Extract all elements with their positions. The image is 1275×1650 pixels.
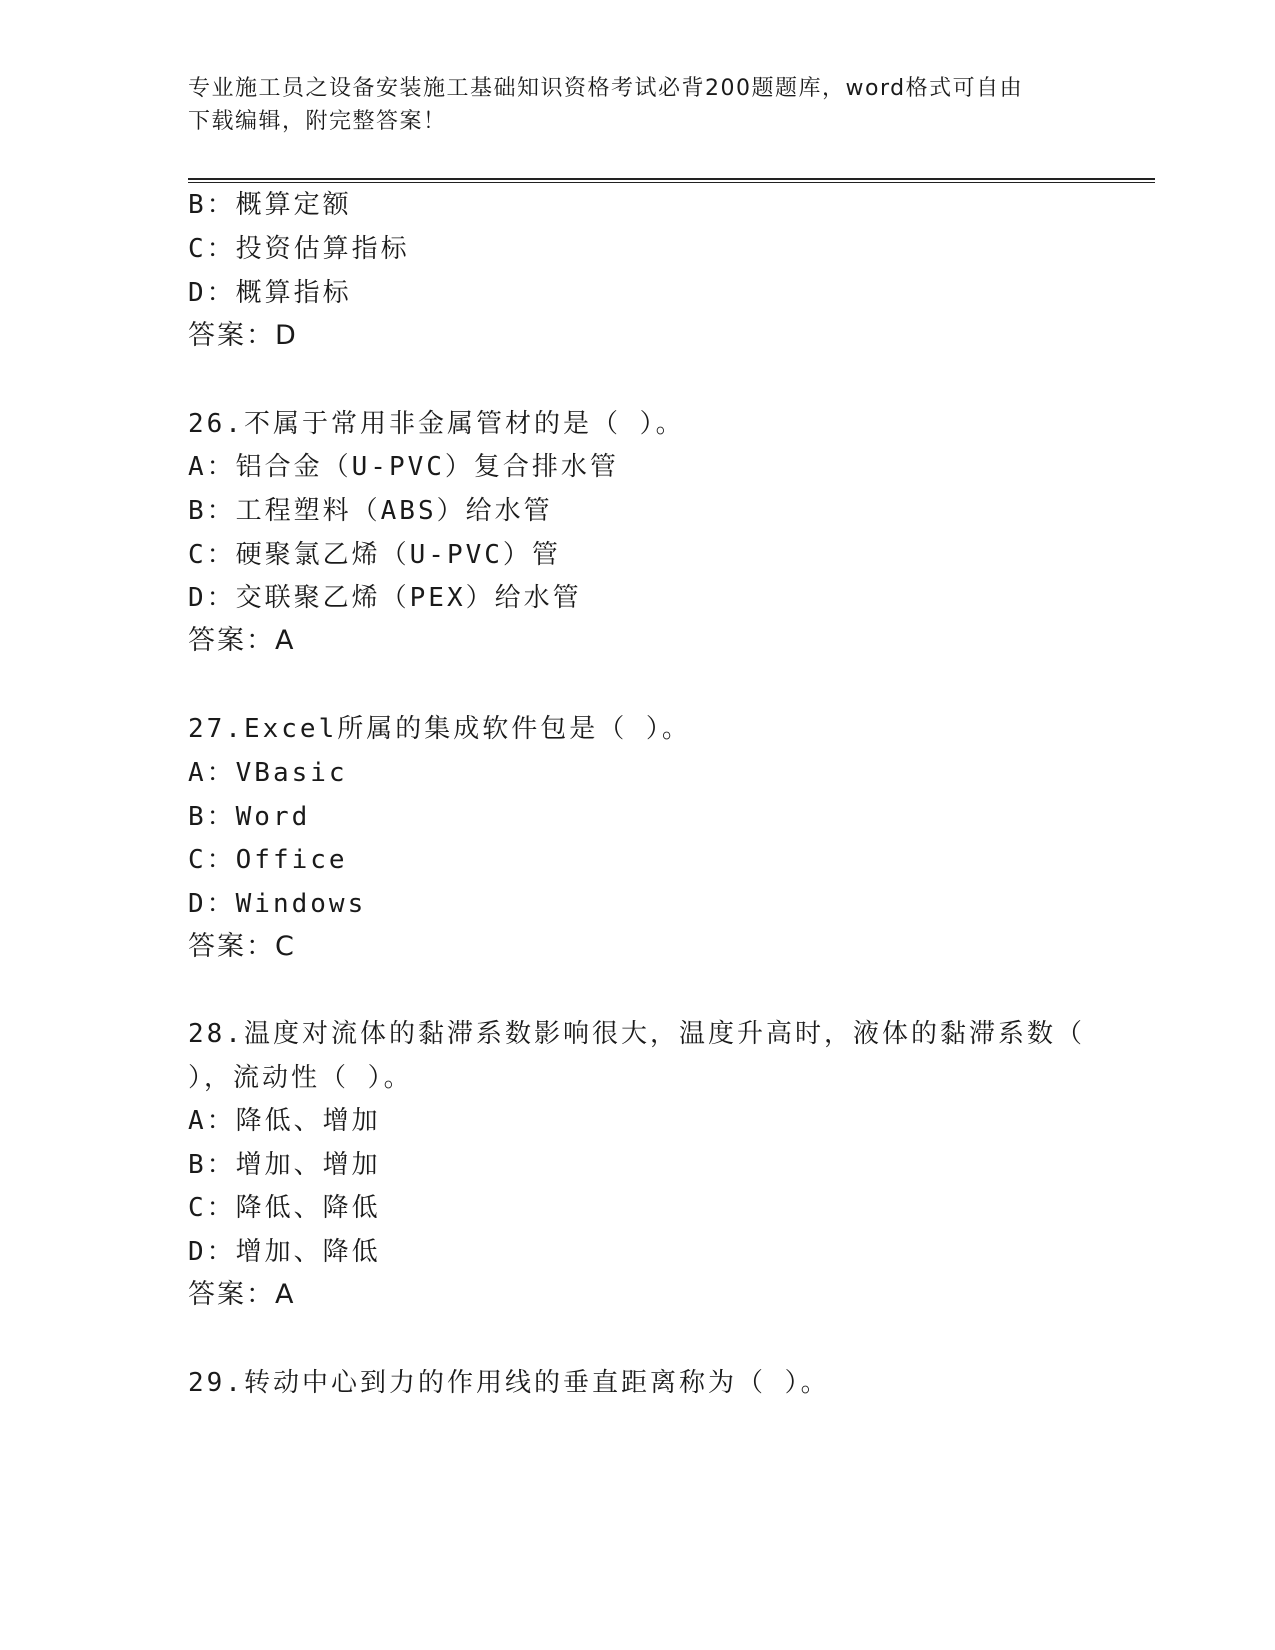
question-28-stem-line-2: ），流动性（ ）。 <box>188 1063 413 1093</box>
answer: 答案：C <box>188 931 296 962</box>
question-28-stem-line-1: 28.温度对流体的黏滞系数影响很大，温度升高时，液体的黏滞系数（ <box>188 1019 1085 1049</box>
answer: 答案：A <box>188 625 296 656</box>
option-c: C：投资估算指标 <box>188 234 410 264</box>
answer: 答案：D <box>188 320 298 351</box>
option-c: C：硬聚氯乙烯（U-PVC）管 <box>188 540 561 570</box>
option-b: B：Word <box>188 802 311 832</box>
option-c: C：Office <box>188 845 348 875</box>
header-title-line-1: 专业施工员之设备安装施工基础知识资格考试必背200题题库，word格式可自由 <box>188 76 1024 101</box>
option-a: A：铝合金（U-PVC）复合排水管 <box>188 452 619 482</box>
option-c: C：降低、降低 <box>188 1193 381 1223</box>
question-26-stem: 26.不属于常用非金属管材的是（ ）。 <box>188 409 685 439</box>
option-d: D：Windows <box>188 889 367 919</box>
option-d: D：概算指标 <box>188 278 352 308</box>
option-d: D：增加、降低 <box>188 1237 381 1267</box>
header-title-line-2: 下载编辑，附完整答案！ <box>188 109 447 134</box>
option-b: B：概算定额 <box>188 190 352 220</box>
option-b: B：增加、增加 <box>188 1150 381 1180</box>
answer: 答案：A <box>188 1279 296 1310</box>
option-b: B：工程塑料（ABS）给水管 <box>188 496 553 526</box>
option-a: A：VBasic <box>188 758 348 788</box>
question-27-stem: 27.Excel所属的集成软件包是（ ）。 <box>188 714 691 744</box>
option-d: D：交联聚乙烯（PEX）给水管 <box>188 583 582 613</box>
option-a: A：降低、增加 <box>188 1106 381 1136</box>
page-header <box>188 72 1068 138</box>
question-29-stem: 29.转动中心到力的作用线的垂直距离称为（ ）。 <box>188 1368 830 1398</box>
header-divider <box>188 178 1155 183</box>
